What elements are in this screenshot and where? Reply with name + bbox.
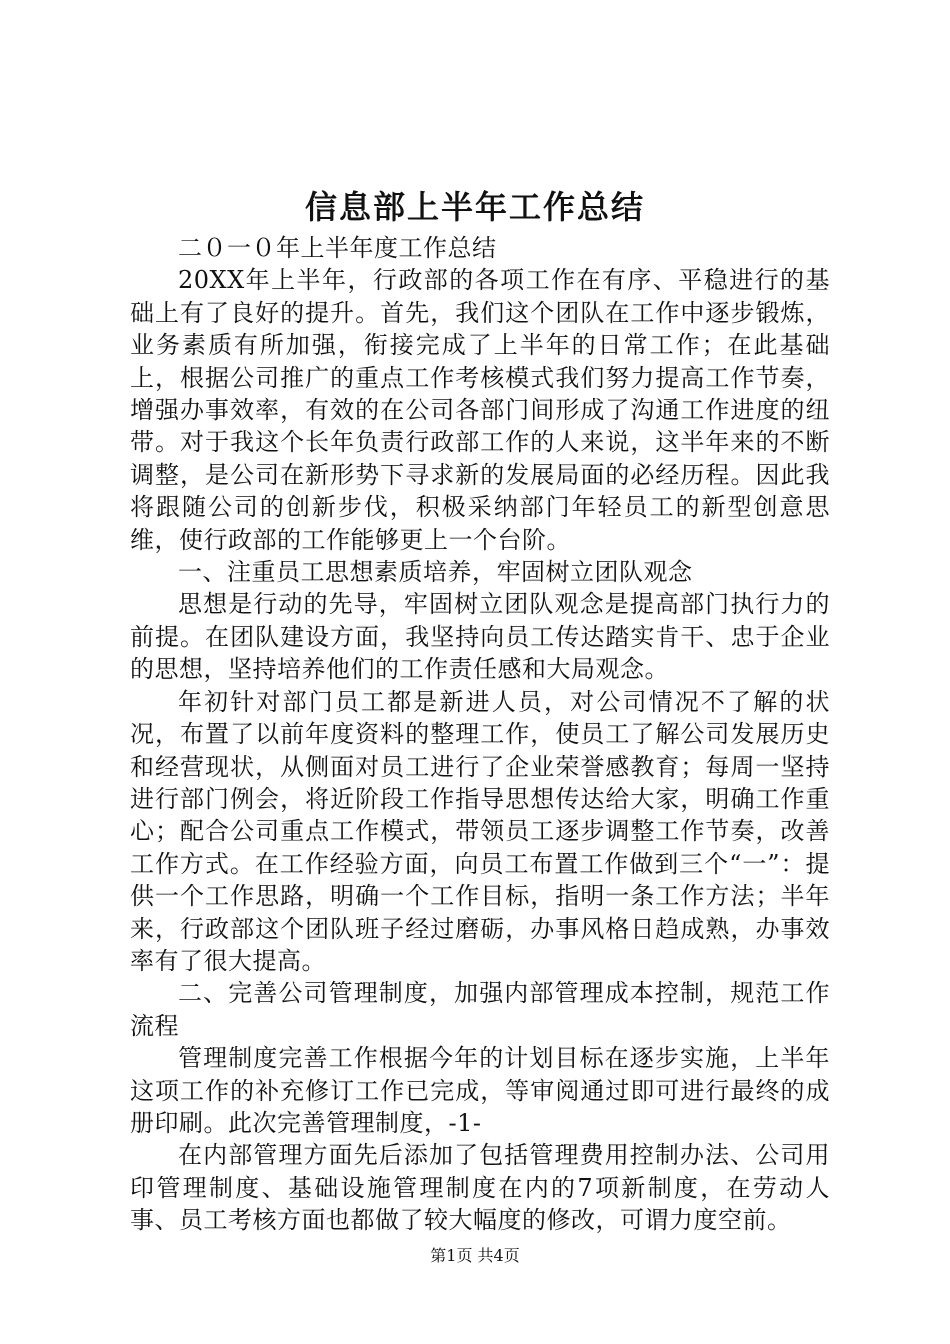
paragraph-management-system: 管理制度完善工作根据今年的计划目标在逐步实施，上半年这项工作的补充修订工作已完成，等审阅通过即可进行最终的成册印刷。此次完善管理制度，-1- [130,1044,830,1137]
paragraph-team-concept: 思想是行动的先导，牢固树立团队观念是提高部门执行力的前提。在团队建设方面，我坚持向员工传达踏实肯干、忠于企业的思想，坚持培养他们的工作责任感和大局观念。 [130,590,830,684]
document-title: 信息部上半年工作总结 [304,188,645,226]
document-body [130,232,830,1237]
paragraph-intro: 20XX年上半年，行政部的各项工作在有序、平稳进行的基础上有了良好的提升。首先，我们这个团队在工作中逐步锻炼，业务素质有所加强，衔接完成了上半年的日常工作；在此基础上，根据公司推广的重点工作考核模式我们努力提高工作节奏，增强办事效率，有效的在公司各部门间形成了沟通工作进度的纽带。对于我这个长年负责行政部工作的人来说，这半年来的不断调整，是公司在新形势下寻求新的发展局面的必经历程。因此我将跟随公司的创新步伐，积极采纳部门年轻员工的新型创意思维，使行政部的工作能够更上一个台阶。 [130,266,830,554]
paragraph-new-staff: 年初针对部门员工都是新进人员，对公司情况不了解的状况，布置了以前年度资料的整理工作，使员工了解公司发展历史和经营现状，从侧面对员工进行了企业荣誉感教育；每周一坚持进行部门例会，将近阶段工作指导思想传达给大家，明确工作重心；配合公司重点工作模式，带领员工逐步调整工作节奏，改善工作方式。在工作经验方面，向员工布置工作做到三个“一”：提供一个工作思路，明确一个工作目标，指明一条工作方法；半年来，行政部这个团队班子经过磨砺，办事风格日趋成熟，办事效率有了很大提高。 [130,687,830,975]
page-number-footer: 第1页 共4页 [430,1246,520,1265]
paragraph-internal-management: 在内部管理方面先后添加了包括管理费用控制办法、公司用印管理制度、基础设施管理制度在内的7项新制度，在劳动人事、员工考核方面也都做了较大幅度的修改，可谓力度空前。 [130,1141,830,1235]
paragraph-subtitle: 二０一０年上半年度工作总结 [178,234,497,262]
section-heading-1: 一、注重员工思想素质培养，牢固树立团队观念 [178,558,693,587]
section-heading-2: 二、完善公司管理制度，加强内部管理成本控制，规范工作流程 [130,979,830,1040]
